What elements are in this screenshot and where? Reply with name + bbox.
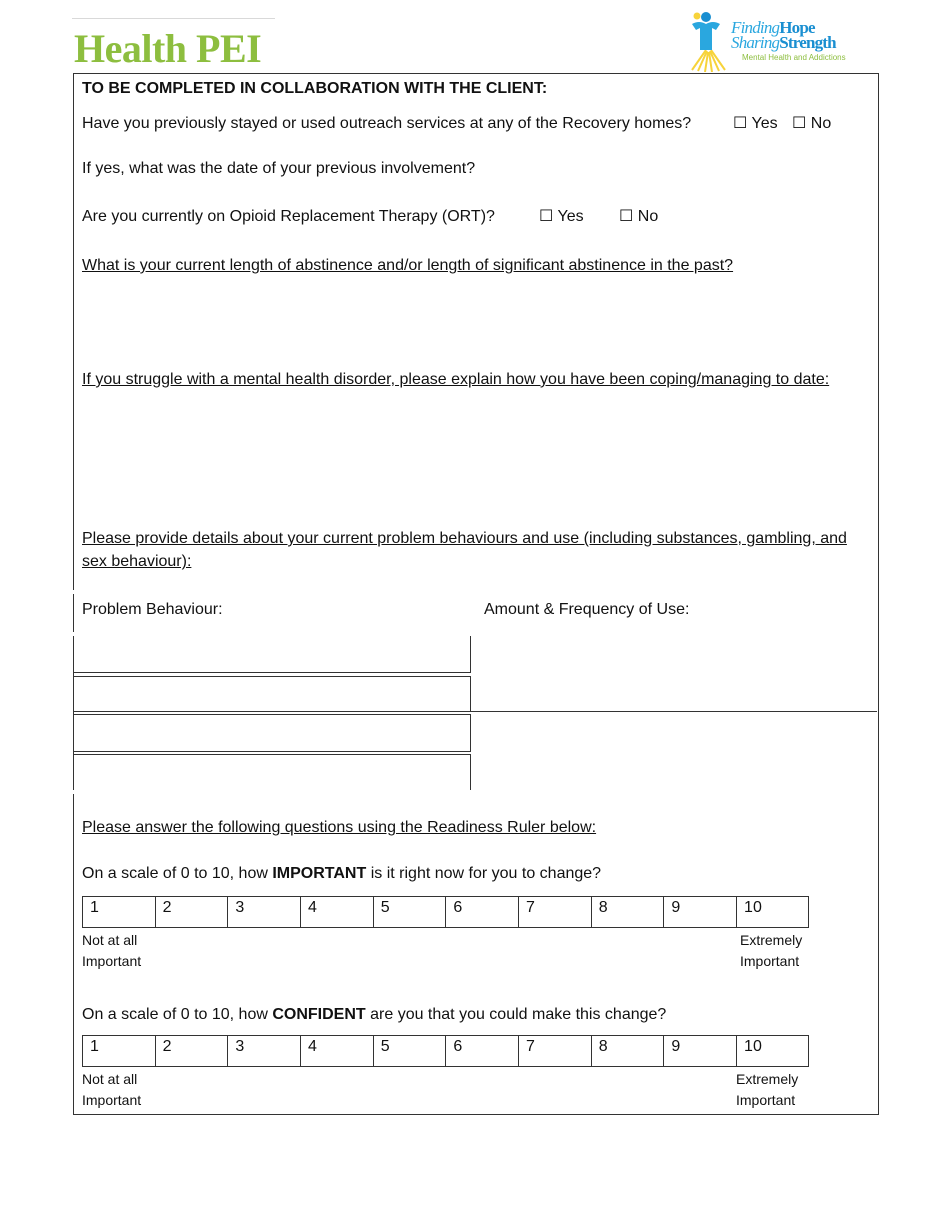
divider	[470, 714, 471, 751]
section-title: TO BE COMPLETED IN COLLABORATION WITH THE CLIENT:	[82, 80, 548, 97]
importance-scale-10[interactable]: 10	[736, 897, 808, 927]
confidence-scale-7[interactable]: 7	[518, 1036, 591, 1066]
importance-scale-5[interactable]: 5	[373, 897, 446, 927]
confidence-high-label	[736, 1069, 798, 1111]
logo-line-2	[731, 33, 836, 53]
health-pei-logo	[72, 18, 275, 71]
divider	[72, 790, 75, 794]
importance-high-label	[740, 930, 802, 972]
question-previous-date: If yes, what was the date of your previous involvement?	[82, 160, 476, 177]
importance-scale-6[interactable]: 6	[445, 897, 518, 927]
question-recovery-homes: Have you previously stayed or used outreach services at any of the Recovery homes?	[82, 115, 692, 132]
divider	[72, 590, 75, 594]
recovery-yes-checkbox[interactable]: ☐ Yes	[733, 115, 778, 132]
divider	[470, 754, 471, 790]
sun-figure-icon	[686, 10, 731, 72]
importance-low-label	[82, 930, 141, 972]
importance-low-label-1: Not at all	[82, 932, 138, 948]
importance-high-label-1: Extremely	[740, 932, 803, 948]
confidence-emphasis: CONFIDENT	[272, 1006, 366, 1023]
health-pei-logo-text: Health PEI	[74, 26, 262, 71]
confidence-high-label-2: Important	[736, 1092, 796, 1108]
confidence-low-label-1: Not at all	[82, 1071, 138, 1087]
importance-prefix: On a scale of 0 to 10, how	[82, 865, 273, 882]
recovery-no-checkbox[interactable]: ☐ No	[792, 115, 832, 132]
confidence-low-label	[82, 1069, 141, 1111]
importance-scale-8[interactable]: 8	[591, 897, 664, 927]
confidence-scale-6[interactable]: 6	[445, 1036, 518, 1066]
confidence-scale-3[interactable]: 3	[227, 1036, 300, 1066]
readiness-intro: Please answer the following questions using the Readiness Ruler below:	[82, 819, 597, 836]
logo-sharing: Sharing	[731, 33, 780, 52]
divider	[73, 751, 471, 752]
divider	[73, 754, 471, 755]
confidence-high-label-1: Extremely	[736, 1071, 799, 1087]
confidence-suffix: are you that you could make this change?	[365, 1006, 667, 1023]
importance-low-label-2: Important	[82, 953, 142, 969]
importance-scale-3[interactable]: 3	[227, 897, 300, 927]
divider	[72, 632, 75, 636]
confidence-scale-5[interactable]: 5	[373, 1036, 446, 1066]
confidence-ruler	[82, 1035, 809, 1067]
logo-subtitle: Mental Health and Addictions	[742, 53, 846, 62]
ort-yes-checkbox[interactable]: ☐ Yes	[539, 208, 584, 225]
importance-scale-2[interactable]: 2	[155, 897, 228, 927]
confidence-scale-8[interactable]: 8	[591, 1036, 664, 1066]
importance-emphasis: IMPORTANT	[272, 865, 367, 882]
confidence-low-label-2: Important	[82, 1092, 142, 1108]
question-confidence	[82, 1003, 666, 1026]
importance-scale-7[interactable]: 7	[518, 897, 591, 927]
confidence-prefix: On a scale of 0 to 10, how	[82, 1006, 273, 1023]
confidence-scale-2[interactable]: 2	[155, 1036, 228, 1066]
importance-high-label-2: Important	[740, 953, 800, 969]
ort-no-checkbox[interactable]: ☐ No	[619, 208, 659, 225]
confidence-scale-4[interactable]: 4	[300, 1036, 373, 1066]
question-mental-health: If you struggle with a mental health disorder, please explain how you have been coping/managing to date:	[82, 371, 830, 388]
divider	[470, 676, 471, 712]
logo-strength: Strength	[779, 33, 836, 52]
confidence-scale-9[interactable]: 9	[663, 1036, 736, 1066]
question-ort: Are you currently on Opioid Replacement Therapy (ORT)?	[82, 208, 495, 225]
importance-scale-1[interactable]: 1	[90, 899, 99, 916]
logo-finding: Finding	[731, 18, 780, 37]
divider	[73, 672, 471, 673]
importance-suffix: is it right now for you to change?	[366, 865, 602, 882]
confidence-scale-1[interactable]: 1	[90, 1038, 99, 1055]
confidence-scale-10[interactable]: 10	[736, 1036, 808, 1066]
importance-scale-4[interactable]: 4	[300, 897, 373, 927]
question-abstinence: What is your current length of abstinence and/or length of significant abstinence in the past?	[82, 257, 734, 274]
importance-ruler	[82, 896, 809, 928]
finding-hope-logo	[686, 10, 876, 72]
column-header-amount-frequency: Amount & Frequency of Use:	[484, 601, 690, 618]
divider	[73, 676, 471, 677]
divider	[73, 714, 471, 715]
divider	[73, 711, 877, 712]
question-importance	[82, 862, 601, 885]
divider	[470, 636, 471, 672]
logo-hope: Hope	[779, 18, 815, 37]
question-problem-behaviours: Please provide details about your current problem behaviours and use (including substances, gambling, and sex behaviour):	[82, 530, 847, 570]
importance-scale-9[interactable]: 9	[663, 897, 736, 927]
column-header-problem-behaviour: Problem Behaviour:	[82, 601, 223, 618]
